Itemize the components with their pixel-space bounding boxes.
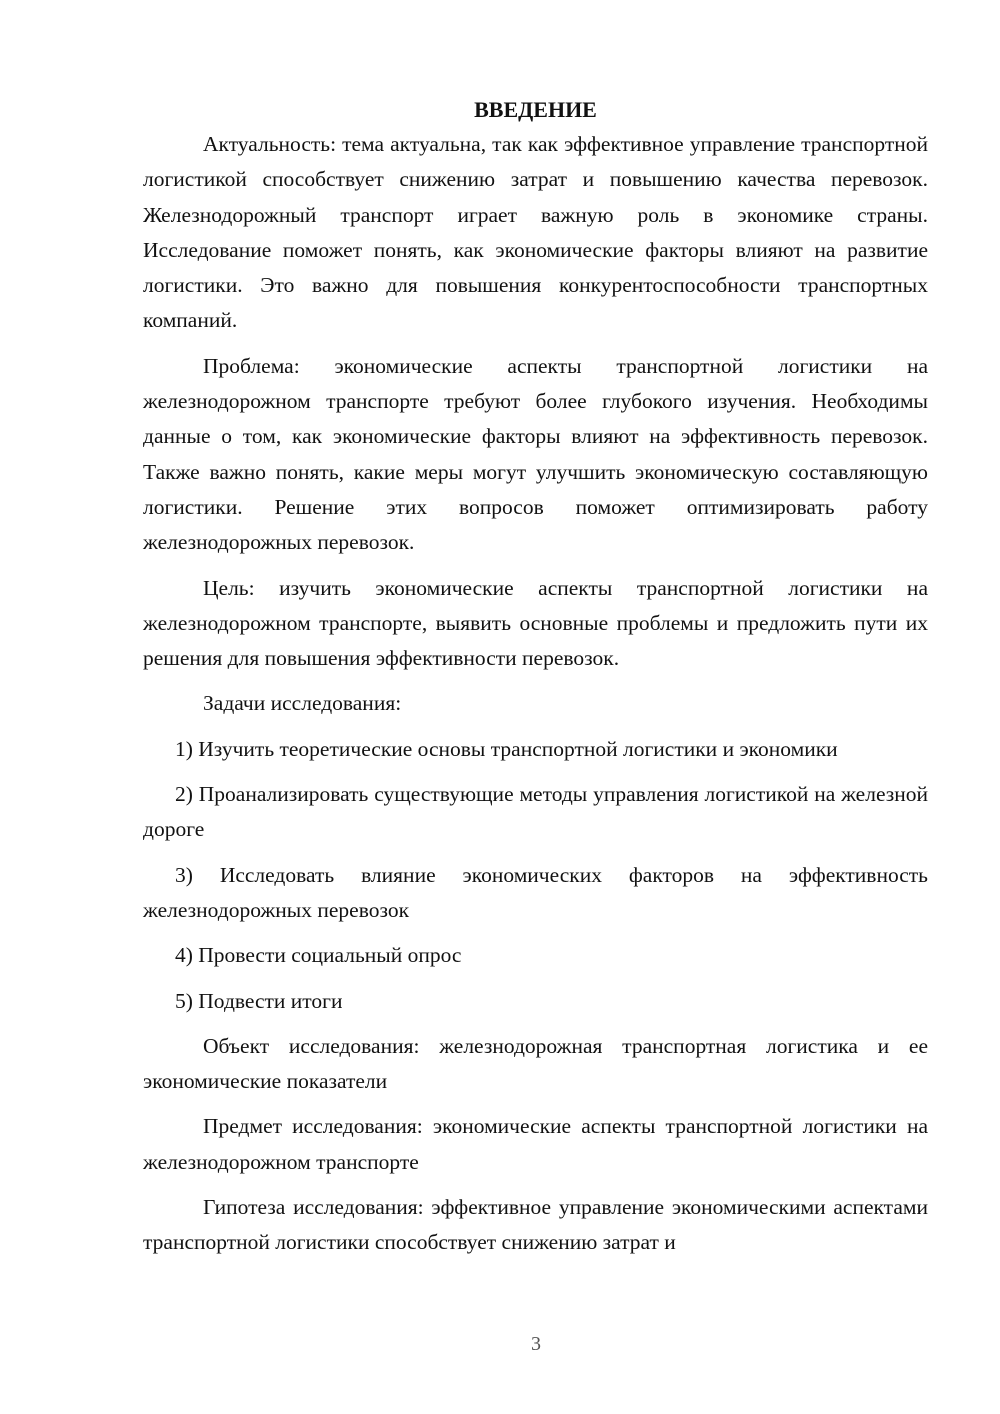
paragraph-hypothesis: Гипотеза исследования: эффективное управление экономическими аспектами транспортной логистики способствует снижению затрат и [143, 1195, 928, 1255]
paragraph-tasks-title: Задачи исследования: [203, 691, 402, 716]
task-item-1: 1) Изучить теоретические основы транспортной логистики и экономики [175, 736, 838, 761]
task-item-3: 3) Исследовать влияние экономических факторов на эффективность железнодорожных перевозок [143, 862, 928, 922]
paragraph-object: Объект исследования: железнодорожная транспортная логистика и ее экономические показатели [143, 1033, 928, 1094]
paragraph-goal: Цель: изучить экономические аспекты транспортной логистики на железнодорожном транспорте, выявить основные проблемы и предложить пути их решения для повышения эффективности перевозок. [143, 575, 928, 671]
section-heading: ВВЕДЕНИЕ [474, 97, 597, 122]
task-item-4: 4) Провести социальный опрос [175, 943, 462, 968]
task-item-2: 2) Проанализировать существующие методы управления логистикой на железной дороге [143, 782, 928, 842]
page-number: 3 [531, 1333, 541, 1355]
paragraph-problem: Проблема: экономические аспекты транспортной логистики на железнодорожном транспорте требуют более глубокого изучения. Необходимы данные о том, как экономические факторы влияют на эффективность перевозок. Также важно понять, какие меры могут улучшить экономическую составляющую логистики. Решение этих вопросов поможет оптимизировать работу железнодорожных перевозок. [143, 353, 928, 555]
paragraph-relevance: Актуальность: тема актуальна, так как эффективное управление транспортной логистикой способствует снижению затрат и повышению качества перевозок. Железнодорожный транспорт играет важную роль в экономике страны. Исследование поможет понять, как экономические факторы влияют на развитие логистики. Это важно для повышения конкурентоспособности транспортных компаний. [143, 132, 928, 333]
paragraph-subject: Предмет исследования: экономические аспекты транспортной логистики на железнодорожном транспорте [143, 1114, 928, 1174]
document-page [143, 90, 928, 1271]
task-item-5: 5) Подвести итоги [175, 988, 343, 1013]
